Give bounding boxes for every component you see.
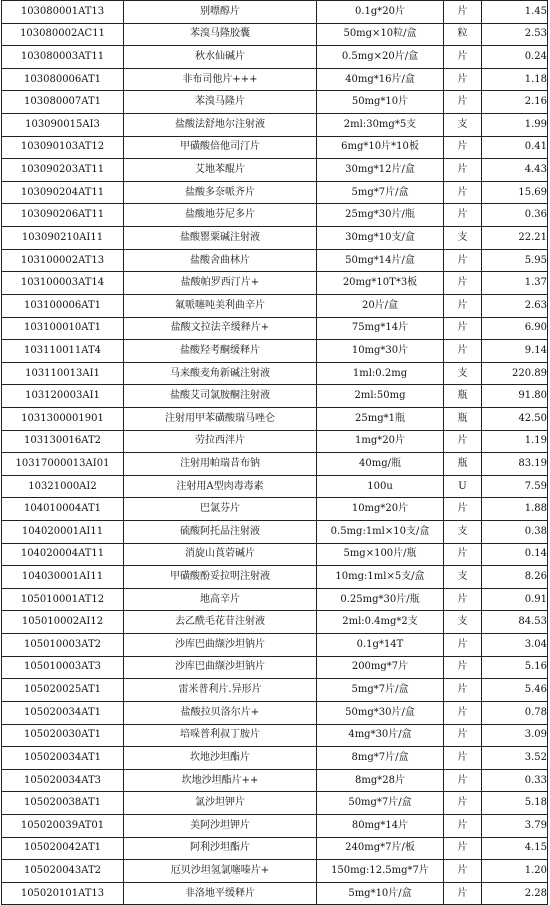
table-row: [2, 521, 548, 544]
table-row: [2, 272, 548, 295]
table-row: [2, 227, 548, 250]
drug-unit-cell: 支: [444, 611, 482, 634]
drug-code-cell: 103090204AT11: [2, 181, 124, 204]
table-row: [2, 566, 548, 589]
table-row: [2, 91, 548, 114]
drug-price-cell: 83.19: [482, 453, 548, 476]
drug-price-cell: 1.19: [482, 430, 548, 453]
table-row: [2, 656, 548, 679]
drug-name-cell: 盐酸舍曲林片: [124, 249, 317, 272]
table-body: [2, 1, 548, 905]
drug-spec-cell: 100u: [317, 475, 444, 498]
drug-code-cell: 103110013AI1: [2, 362, 124, 385]
drug-spec-cell: 0.1g*14T: [317, 634, 444, 657]
drug-unit-cell: 片: [444, 68, 482, 91]
drug-unit-cell: 片: [444, 249, 482, 272]
drug-name-cell: 非布司他片+++: [124, 68, 317, 91]
drug-unit-cell: 片: [444, 747, 482, 770]
drug-spec-cell: 4mg*30片/盒: [317, 724, 444, 747]
table-row: [2, 724, 548, 747]
table-row: [2, 204, 548, 227]
drug-price-cell: 7.59: [482, 475, 548, 498]
drug-price-cell: 42.50: [482, 407, 548, 430]
drug-spec-cell: 25mg*30片/瓶: [317, 204, 444, 227]
drug-name-cell: 马来酸麦角新碱注射液: [124, 362, 317, 385]
drug-code-cell: 105020039AT01: [2, 814, 124, 837]
drug-name-cell: 美阿沙坦钾片: [124, 814, 317, 837]
drug-spec-cell: 20片/盒: [317, 294, 444, 317]
drug-unit-cell: 片: [444, 882, 482, 905]
drug-name-cell: 盐酸地芬尼多片: [124, 204, 317, 227]
drug-code-cell: 103100002AT13: [2, 249, 124, 272]
drug-price-cell: 0.33: [482, 769, 548, 792]
drug-price-cell: 91.80: [482, 385, 548, 408]
drug-unit-cell: 支: [444, 566, 482, 589]
drug-name-cell: 艾地苯醌片: [124, 159, 317, 182]
drug-name-cell: 沙库巴曲缬沙坦钠片: [124, 656, 317, 679]
drug-unit-cell: 片: [444, 837, 482, 860]
drug-code-cell: 103080007AT1: [2, 91, 124, 114]
drug-name-cell: 注射用帕瑞昔布钠: [124, 453, 317, 476]
drug-code-cell: 103090015AI3: [2, 114, 124, 137]
drug-name-cell: 盐酸帕罗西汀片+: [124, 272, 317, 295]
drug-spec-cell: 40mg*16片/盒: [317, 68, 444, 91]
drug-unit-cell: 片: [444, 498, 482, 521]
drug-spec-cell: 50mg*10片: [317, 91, 444, 114]
drug-unit-cell: 粒: [444, 23, 482, 46]
drug-code-cell: 105020034AT3: [2, 769, 124, 792]
drug-unit-cell: 片: [444, 430, 482, 453]
drug-unit-cell: 片: [444, 1, 482, 24]
drug-name-cell: 注射用甲苯磺酸瑞马唑仑: [124, 407, 317, 430]
drug-price-cell: 0.91: [482, 588, 548, 611]
drug-name-cell: 沙库巴曲缬沙坦钠片: [124, 634, 317, 657]
drug-price-cell: 15.69: [482, 181, 548, 204]
drug-code-cell: 105010002AI12: [2, 611, 124, 634]
table-row: [2, 114, 548, 137]
drug-name-cell: 甲磺酸酚妥拉明注射液: [124, 566, 317, 589]
drug-code-cell: 104010004AT1: [2, 498, 124, 521]
drug-spec-cell: 75mg*14片: [317, 317, 444, 340]
drug-code-cell: 103080006AT1: [2, 68, 124, 91]
drug-code-cell: 105010003AT2: [2, 634, 124, 657]
drug-unit-cell: 片: [444, 91, 482, 114]
drug-code-cell: 103100003AT14: [2, 272, 124, 295]
drug-price-cell: 2.28: [482, 882, 548, 905]
drug-unit-cell: 片: [444, 701, 482, 724]
drug-unit-cell: 瓶: [444, 453, 482, 476]
drug-name-cell: 盐酸罂粟碱注射液: [124, 227, 317, 250]
table-row: [2, 882, 548, 905]
drug-code-cell: 103080003AT11: [2, 46, 124, 69]
drug-code-cell: 105010003AT3: [2, 656, 124, 679]
drug-spec-cell: 20mg*10T*3板: [317, 272, 444, 295]
drug-unit-cell: 片: [444, 814, 482, 837]
drug-name-cell: 巴氯芬片: [124, 498, 317, 521]
drug-price-cell: 1.37: [482, 272, 548, 295]
drug-code-cell: 10317000013AI01: [2, 453, 124, 476]
drug-name-cell: 盐酸羟考酮缓释片: [124, 340, 317, 363]
drug-spec-cell: 5mg*7片/盒: [317, 181, 444, 204]
drug-price-cell: 3.79: [482, 814, 548, 837]
table-row: [2, 634, 548, 657]
table-row: [2, 792, 548, 815]
drug-name-cell: 盐酸艾司氯胺酮注射液: [124, 385, 317, 408]
drug-price-cell: 3.52: [482, 747, 548, 770]
drug-spec-cell: 5mg*10片/盒: [317, 882, 444, 905]
drug-price-cell: 2.53: [482, 23, 548, 46]
drug-name-cell: 氟哌噻吨美利曲辛片: [124, 294, 317, 317]
table-row: [2, 136, 548, 159]
drug-spec-cell: 240mg*7片/板: [317, 837, 444, 860]
drug-code-cell: 104020001AI11: [2, 521, 124, 544]
table-row: [2, 249, 548, 272]
drug-price-cell: 1.99: [482, 114, 548, 137]
drug-code-cell: 105020101AT13: [2, 882, 124, 905]
drug-spec-cell: 0.1g*20片: [317, 1, 444, 24]
drug-code-cell: 104030001AI11: [2, 566, 124, 589]
drug-price-cell: 5.95: [482, 249, 548, 272]
drug-spec-cell: 150mg:12.5mg*7片: [317, 860, 444, 883]
drug-price-cell: 0.36: [482, 204, 548, 227]
drug-name-cell: 培哚普利叔丁胺片: [124, 724, 317, 747]
table-row: [2, 294, 548, 317]
drug-unit-cell: 瓶: [444, 407, 482, 430]
drug-code-cell: 103090203AT11: [2, 159, 124, 182]
drug-spec-cell: 2ml:0.4mg*2支: [317, 611, 444, 634]
drug-unit-cell: 片: [444, 272, 482, 295]
drug-spec-cell: 5mg*7片/盒: [317, 679, 444, 702]
drug-code-cell: 105020025AT1: [2, 679, 124, 702]
drug-unit-cell: 瓶: [444, 385, 482, 408]
table-row: [2, 860, 548, 883]
drug-name-cell: 坎地沙坦酯片: [124, 747, 317, 770]
drug-name-cell: 甲磺酸倍他司汀片: [124, 136, 317, 159]
drug-spec-cell: 10mg*30片: [317, 340, 444, 363]
drug-code-cell: 105020034AT1: [2, 701, 124, 724]
drug-code-cell: 105020043AT2: [2, 860, 124, 883]
drug-spec-cell: 5mg×100片/瓶: [317, 543, 444, 566]
drug-name-cell: 去乙酰毛花苷注射液: [124, 611, 317, 634]
drug-code-cell: 103130016AT2: [2, 430, 124, 453]
drug-spec-cell: 30mg*10支/盒: [317, 227, 444, 250]
drug-code-cell: 103080002AC11: [2, 23, 124, 46]
drug-unit-cell: 片: [444, 792, 482, 815]
drug-unit-cell: 支: [444, 362, 482, 385]
drug-code-cell: 105010001AT12: [2, 588, 124, 611]
drug-spec-cell: 0.5mg×20片/盒: [317, 46, 444, 69]
drug-unit-cell: 片: [444, 543, 482, 566]
drug-code-cell: 103090206AT11: [2, 204, 124, 227]
drug-price-cell: 1.20: [482, 860, 548, 883]
drug-unit-cell: 片: [444, 724, 482, 747]
drug-unit-cell: 片: [444, 769, 482, 792]
table-row: [2, 340, 548, 363]
table-row: [2, 543, 548, 566]
drug-price-cell: 0.38: [482, 521, 548, 544]
drug-price-cell: 2.16: [482, 91, 548, 114]
drug-name-cell: 劳拉西泮片: [124, 430, 317, 453]
table-row: [2, 385, 548, 408]
drug-unit-cell: 片: [444, 656, 482, 679]
drug-spec-cell: 0.25mg*30片/瓶: [317, 588, 444, 611]
drug-name-cell: 消旋山莨菪碱片: [124, 543, 317, 566]
table-row: [2, 769, 548, 792]
table-row: [2, 498, 548, 521]
drug-spec-cell: 10mg*20片: [317, 498, 444, 521]
drug-code-cell: 103100006AT1: [2, 294, 124, 317]
drug-name-cell: 氯沙坦钾片: [124, 792, 317, 815]
drug-name-cell: 非洛地平缓释片: [124, 882, 317, 905]
drug-unit-cell: 片: [444, 181, 482, 204]
drug-code-cell: 105020038AT1: [2, 792, 124, 815]
drug-price-cell: 0.24: [482, 46, 548, 69]
drug-price-cell: 1.88: [482, 498, 548, 521]
drug-price-cell: 3.04: [482, 634, 548, 657]
table-row: [2, 453, 548, 476]
drug-name-cell: 坎地沙坦酯片++: [124, 769, 317, 792]
drug-price-cell: 5.16: [482, 656, 548, 679]
drug-unit-cell: 片: [444, 340, 482, 363]
drug-spec-cell: 10mg:1ml×5支/盒: [317, 566, 444, 589]
drug-spec-cell: 2ml:50mg: [317, 385, 444, 408]
drug-unit-cell: U: [444, 475, 482, 498]
drug-spec-cell: 40mg/瓶: [317, 453, 444, 476]
table-row: [2, 181, 548, 204]
drug-spec-cell: 50mg*7片/盒: [317, 792, 444, 815]
drug-spec-cell: 8mg*28片: [317, 769, 444, 792]
drug-unit-cell: 片: [444, 159, 482, 182]
drug-unit-cell: 片: [444, 294, 482, 317]
drug-spec-cell: 80mg*14片: [317, 814, 444, 837]
drug-spec-cell: 8mg*7片/盒: [317, 747, 444, 770]
drug-code-cell: 103090103AT12: [2, 136, 124, 159]
drug-code-cell: 103100010AT1: [2, 317, 124, 340]
drug-code-cell: 105020030AT1: [2, 724, 124, 747]
drug-unit-cell: 片: [444, 634, 482, 657]
drug-price-cell: 0.14: [482, 543, 548, 566]
table-row: [2, 747, 548, 770]
drug-price-cell: 0.41: [482, 136, 548, 159]
drug-spec-cell: 1mg*20片: [317, 430, 444, 453]
drug-unit-cell: 片: [444, 588, 482, 611]
drug-unit-cell: 片: [444, 860, 482, 883]
drug-price-cell: 3.09: [482, 724, 548, 747]
drug-name-cell: 盐酸法舒地尔注射液: [124, 114, 317, 137]
drug-spec-cell: 50mg×10粒/盒: [317, 23, 444, 46]
drug-price-cell: 1.18: [482, 68, 548, 91]
drug-name-cell: 苯溴马隆胶囊: [124, 23, 317, 46]
drug-spec-cell: 50mg*30片/盒: [317, 701, 444, 724]
drug-name-cell: 苯溴马隆片: [124, 91, 317, 114]
table-row: [2, 814, 548, 837]
drug-name-cell: 秋水仙碱片: [124, 46, 317, 69]
drug-name-cell: 地高辛片: [124, 588, 317, 611]
drug-code-cell: 104020004AT11: [2, 543, 124, 566]
drug-name-cell: 雷米普利片.异形片: [124, 679, 317, 702]
drug-name-cell: 硫酸阿托品注射液: [124, 521, 317, 544]
table-row: [2, 46, 548, 69]
table-row: [2, 23, 548, 46]
drug-name-cell: 阿利沙坦酯片: [124, 837, 317, 860]
drug-name-cell: 别嘌醇片: [124, 1, 317, 24]
drug-price-cell: 0.78: [482, 701, 548, 724]
drug-code-cell: 103090210AI11: [2, 227, 124, 250]
drug-spec-cell: 30mg*12片/盒: [317, 159, 444, 182]
drug-price-table: [1, 0, 548, 905]
drug-name-cell: 盐酸文拉法辛缓释片+: [124, 317, 317, 340]
drug-unit-cell: 支: [444, 521, 482, 544]
drug-price-cell: 6.90: [482, 317, 548, 340]
drug-spec-cell: 1ml:0.2mg: [317, 362, 444, 385]
drug-spec-cell: 6mg*10片*10板: [317, 136, 444, 159]
drug-price-cell: 84.53: [482, 611, 548, 634]
table-row: [2, 475, 548, 498]
drug-spec-cell: 50mg*14片/盒: [317, 249, 444, 272]
drug-price-cell: 1.45: [482, 1, 548, 24]
drug-code-cell: 1031300001901: [2, 407, 124, 430]
drug-code-cell: 103080001AT13: [2, 1, 124, 24]
drug-unit-cell: 片: [444, 679, 482, 702]
table-row: [2, 679, 548, 702]
drug-name-cell: 盐酸多奈哌齐片: [124, 181, 317, 204]
drug-price-cell: 8.26: [482, 566, 548, 589]
table-row: [2, 837, 548, 860]
drug-price-cell: 220.89: [482, 362, 548, 385]
drug-unit-cell: 片: [444, 204, 482, 227]
table-row: [2, 611, 548, 634]
table-row: [2, 588, 548, 611]
table-row: [2, 430, 548, 453]
table-row: [2, 407, 548, 430]
drug-price-cell: 4.43: [482, 159, 548, 182]
drug-code-cell: 105020034AT1: [2, 747, 124, 770]
table-row: [2, 362, 548, 385]
drug-spec-cell: 25mg*1瓶: [317, 407, 444, 430]
drug-price-cell: 5.18: [482, 792, 548, 815]
drug-name-cell: 厄贝沙坦氢氯噻嗪片+: [124, 860, 317, 883]
drug-price-cell: 9.14: [482, 340, 548, 363]
drug-unit-cell: 片: [444, 136, 482, 159]
drug-spec-cell: 2ml:30mg*5支: [317, 114, 444, 137]
drug-name-cell: 注射用A型肉毒毒素: [124, 475, 317, 498]
table-row: [2, 68, 548, 91]
table-row: [2, 317, 548, 340]
drug-unit-cell: 支: [444, 227, 482, 250]
table-row: [2, 701, 548, 724]
drug-spec-cell: 0.5mg:1ml×10支/盒: [317, 521, 444, 544]
drug-name-cell: 盐酸拉贝洛尔片+: [124, 701, 317, 724]
drug-spec-cell: 200mg*7片: [317, 656, 444, 679]
table-row: [2, 1, 548, 24]
drug-code-cell: 105020042AT1: [2, 837, 124, 860]
drug-code-cell: 103120003AI1: [2, 385, 124, 408]
drug-price-cell: 2.63: [482, 294, 548, 317]
drug-unit-cell: 片: [444, 46, 482, 69]
drug-price-cell: 4.15: [482, 837, 548, 860]
drug-code-cell: 10321000AI2: [2, 475, 124, 498]
drug-unit-cell: 支: [444, 114, 482, 137]
drug-code-cell: 103110011AT4: [2, 340, 124, 363]
drug-unit-cell: 片: [444, 317, 482, 340]
drug-price-cell: 22.21: [482, 227, 548, 250]
drug-price-cell: 5.46: [482, 679, 548, 702]
table-row: [2, 159, 548, 182]
